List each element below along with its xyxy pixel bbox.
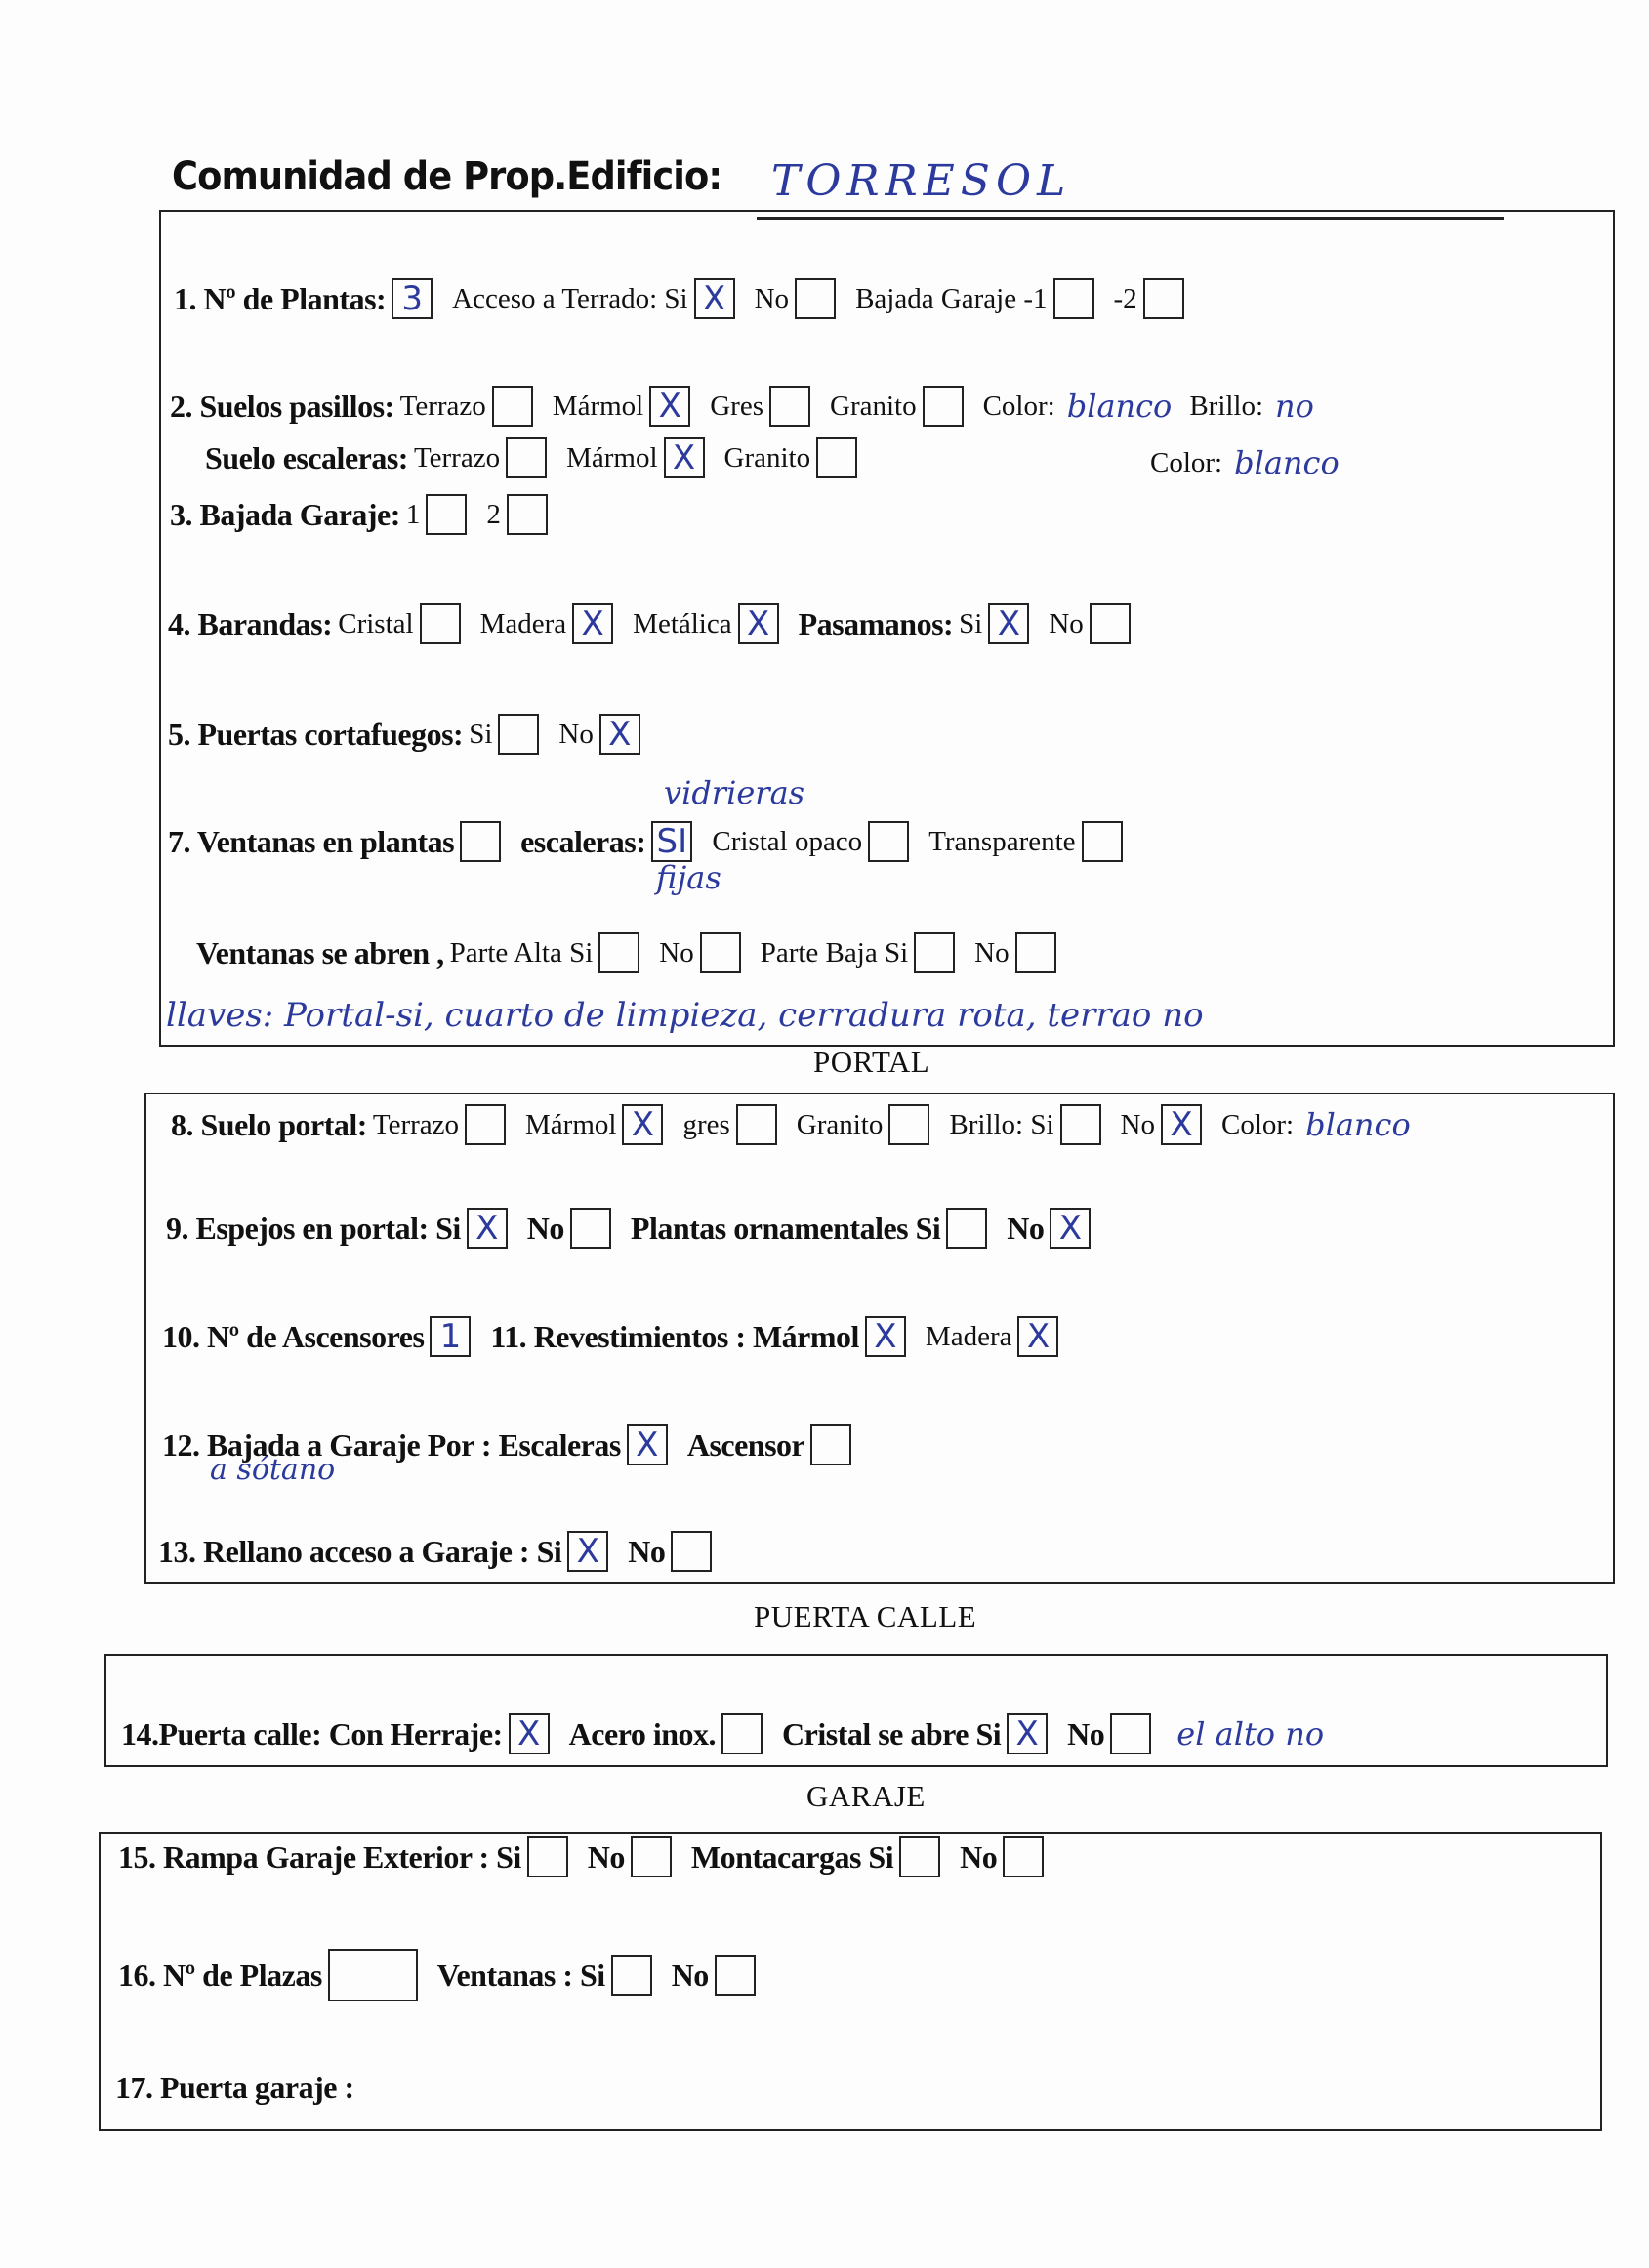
note-a-sotano: a sótano (210, 1453, 336, 1487)
field-label: Terrazo (413, 441, 501, 474)
field-label: 3. Bajada Garaje: (170, 496, 400, 532)
checkbox[interactable] (1143, 278, 1184, 319)
section-heading-portal: PORTAL (813, 1045, 930, 1079)
field-label: Granito (830, 390, 917, 422)
field-label: Madera (925, 1320, 1012, 1352)
field-label: No (974, 936, 1010, 969)
checkbox-checked[interactable]: X (1007, 1713, 1048, 1754)
field-label: 1. Nº de Plantas: (174, 280, 387, 316)
checkbox-checked[interactable]: X (467, 1208, 508, 1249)
handwritten-answer: blanco (1066, 388, 1173, 425)
field-label: 4. Barandas: (168, 605, 333, 641)
checkbox[interactable] (914, 932, 955, 973)
checkbox[interactable] (492, 386, 533, 427)
checkbox[interactable] (465, 1104, 506, 1145)
checkbox[interactable] (1090, 603, 1131, 644)
checkbox[interactable] (507, 494, 548, 535)
field-label: 14.Puerta calle: Con Herraje: (121, 1715, 503, 1752)
field-label: Color: (1150, 446, 1223, 478)
checkbox[interactable] (923, 386, 964, 427)
field-label: Gres (710, 390, 763, 422)
field-label: No (1007, 1210, 1045, 1246)
section-heading-garaje: GARAJE (806, 1779, 926, 1813)
field-label: Ventanas se abren , (196, 934, 444, 970)
row-15-rampa-garaje (118, 1836, 1063, 1877)
checkbox[interactable]: 3 (392, 278, 433, 319)
row-13-rellano (158, 1531, 731, 1572)
checkbox-checked[interactable]: X (865, 1316, 906, 1357)
field-label: Plantas ornamentales Si (630, 1210, 941, 1246)
checkbox-checked[interactable]: X (599, 714, 640, 755)
form-title: Comunidad de Prop.Edificio: (172, 154, 722, 199)
checkbox[interactable] (611, 1955, 652, 1996)
field-label: 2. Suelos pasillos: (170, 388, 394, 424)
field-label: Parte Baja Si (760, 936, 909, 969)
checkbox[interactable] (1053, 278, 1094, 319)
field-label: No (1067, 1715, 1105, 1752)
checkbox[interactable] (700, 932, 741, 973)
field-label: Bajada Garaje -1 (855, 282, 1048, 314)
row-1-plantas (174, 278, 1204, 319)
checkbox[interactable] (721, 1713, 763, 1754)
field-label: Acero inox. (568, 1715, 716, 1752)
checkbox-checked[interactable]: X (572, 603, 613, 644)
field-label: Brillo: (1189, 390, 1264, 422)
checkbox[interactable] (795, 278, 836, 319)
field-label: gres (682, 1108, 730, 1140)
field-label: 11. Revestimientos : Mármol (490, 1318, 859, 1354)
field-label: 5. Puertas cortafuegos: (168, 716, 464, 752)
checkbox-checked[interactable]: X (622, 1104, 663, 1145)
checkbox-checked[interactable]: X (649, 386, 690, 427)
field-label: 16. Nº de Plazas (118, 1957, 322, 1993)
checkbox[interactable] (899, 1836, 940, 1877)
row-17-puerta-garaje (115, 2070, 360, 2106)
field-label: Si (959, 607, 983, 639)
checkbox[interactable] (570, 1208, 611, 1249)
row-8-suelo-portal (171, 1104, 1428, 1145)
field-label: 1 (405, 498, 421, 530)
field-label: Ventanas : Si (436, 1957, 605, 1993)
field-label: No (587, 1838, 625, 1875)
checkbox[interactable] (715, 1955, 756, 1996)
checkbox[interactable] (598, 932, 639, 973)
field-label: Granito (723, 441, 811, 474)
field-label: Montacargas Si (690, 1838, 894, 1875)
checkbox[interactable] (946, 1208, 987, 1249)
field-label: No (1049, 607, 1084, 639)
field-label: Cristal se abre Si (782, 1715, 1002, 1752)
field-label: No (960, 1838, 998, 1875)
field-label: 17. Puerta garaje : (115, 2070, 354, 2105)
checkbox[interactable]: 1 (430, 1316, 471, 1357)
checkbox-checked[interactable]: X (1161, 1104, 1202, 1145)
field-label: -2 (1113, 282, 1137, 314)
checkbox[interactable] (426, 494, 467, 535)
field-label: 7. Ventanas en plantas (168, 823, 455, 859)
checkbox[interactable] (888, 1104, 929, 1145)
field-label: No (526, 1210, 564, 1246)
row-16-plazas (118, 1949, 775, 2001)
field-label: Parte Alta Si (449, 936, 594, 969)
field-label: No (671, 1957, 709, 1993)
checkbox[interactable]: SI (651, 821, 692, 862)
checkbox[interactable] (1082, 821, 1123, 862)
field-label: Brillo: Si (949, 1108, 1054, 1140)
checkbox-checked[interactable]: X (1017, 1316, 1058, 1357)
field-label: Acceso a Terrado: Si (452, 282, 688, 314)
row-3-bajada-garaje (170, 494, 567, 535)
checkbox[interactable] (816, 437, 857, 478)
checkbox[interactable] (498, 714, 539, 755)
row-ventanas-se-abren (196, 932, 1076, 973)
handwritten-answer: blanco (1234, 444, 1340, 481)
checkbox[interactable] (671, 1531, 712, 1572)
field-label: Metálica (633, 607, 732, 639)
checkbox-checked[interactable]: X (694, 278, 735, 319)
field-label: Terrazo (372, 1108, 460, 1140)
field-label: 10. Nº de Ascensores (162, 1318, 425, 1354)
field-label: Mármol (552, 390, 644, 422)
field-label: 2 (486, 498, 501, 530)
row-2-suelos-pasillos (170, 386, 1332, 427)
row-4-barandas (168, 603, 1150, 644)
checkbox[interactable] (328, 1949, 418, 2001)
field-label: Mármol (566, 441, 658, 474)
field-label: Ascensor (686, 1426, 805, 1463)
field-label: No (1120, 1108, 1155, 1140)
field-label: Si (469, 718, 493, 750)
field-label: No (754, 282, 790, 314)
field-label: No (659, 936, 694, 969)
field-label: 15. Rampa Garaje Exterior : Si (118, 1838, 521, 1875)
checkbox[interactable] (631, 1836, 672, 1877)
checkbox[interactable] (1110, 1713, 1151, 1754)
note-fijas: fijas (656, 859, 721, 896)
checkbox[interactable] (506, 437, 547, 478)
field-label: 9. Espejos en portal: Si (166, 1210, 461, 1246)
field-label: 8. Suelo portal: (171, 1106, 367, 1142)
checkbox-checked[interactable]: X (1050, 1208, 1091, 1249)
handwritten-answer: no (1275, 388, 1314, 425)
checkbox-checked[interactable]: X (627, 1424, 668, 1465)
checkbox[interactable] (527, 1836, 568, 1877)
checkbox[interactable] (420, 603, 461, 644)
row-2-suelo-escaleras (205, 437, 877, 478)
checkbox[interactable] (810, 1424, 851, 1465)
handwritten-answer: blanco (1305, 1106, 1411, 1143)
checkbox-checked[interactable]: X (738, 603, 779, 644)
checkbox[interactable] (1003, 1836, 1044, 1877)
field-label: Pasamanos: (798, 605, 954, 641)
field-label: Granito (796, 1108, 884, 1140)
checkbox[interactable] (1060, 1104, 1101, 1145)
field-label: Suelo escaleras: (205, 439, 408, 475)
checkbox[interactable] (868, 821, 909, 862)
row-9-espejos (166, 1208, 1110, 1249)
row-14-puerta-calle (121, 1713, 1341, 1754)
checkbox[interactable] (1015, 932, 1056, 973)
row-7-ventanas (168, 821, 1142, 862)
checkbox-checked[interactable]: X (567, 1531, 608, 1572)
field-label: Cristal (338, 607, 414, 639)
row-5-puertas-cortafuegos (168, 714, 660, 755)
checkbox-checked[interactable]: X (509, 1713, 550, 1754)
field-label: No (628, 1533, 666, 1569)
row-2-color-escaleras (1150, 444, 1357, 481)
checkbox[interactable] (769, 386, 810, 427)
section-heading-puerta-calle: PUERTA CALLE (754, 1599, 977, 1633)
field-label: Mármol (525, 1108, 617, 1140)
building-name-handwritten: TORRESOL (771, 156, 1072, 206)
field-label: 12. Bajada a Garaje Por : Escaleras (162, 1426, 621, 1463)
field-label: Madera (479, 607, 567, 639)
field-label: Transparente (928, 825, 1076, 857)
checkbox-checked[interactable]: X (664, 437, 705, 478)
field-label: Color: (1221, 1108, 1295, 1140)
checkbox[interactable] (736, 1104, 777, 1145)
row-10-ascensores (162, 1316, 1078, 1357)
field-label: Terrazo (399, 390, 486, 422)
field-label: Cristal opaco (712, 825, 863, 857)
field-label: No (558, 718, 594, 750)
note-vidrieras: vidrieras (664, 774, 805, 811)
checkbox-checked[interactable]: X (988, 603, 1029, 644)
field-label: Color: (982, 390, 1055, 422)
handwritten-answer: el alto no (1176, 1715, 1325, 1753)
checkbox[interactable] (460, 821, 501, 862)
field-label: escaleras: (520, 823, 646, 859)
field-label: 13. Rellano acceso a Garaje : Si (158, 1533, 562, 1569)
note-llaves: llaves: Portal-si, cuarto de limpieza, cerradura rota, terrao no (166, 996, 1204, 1035)
